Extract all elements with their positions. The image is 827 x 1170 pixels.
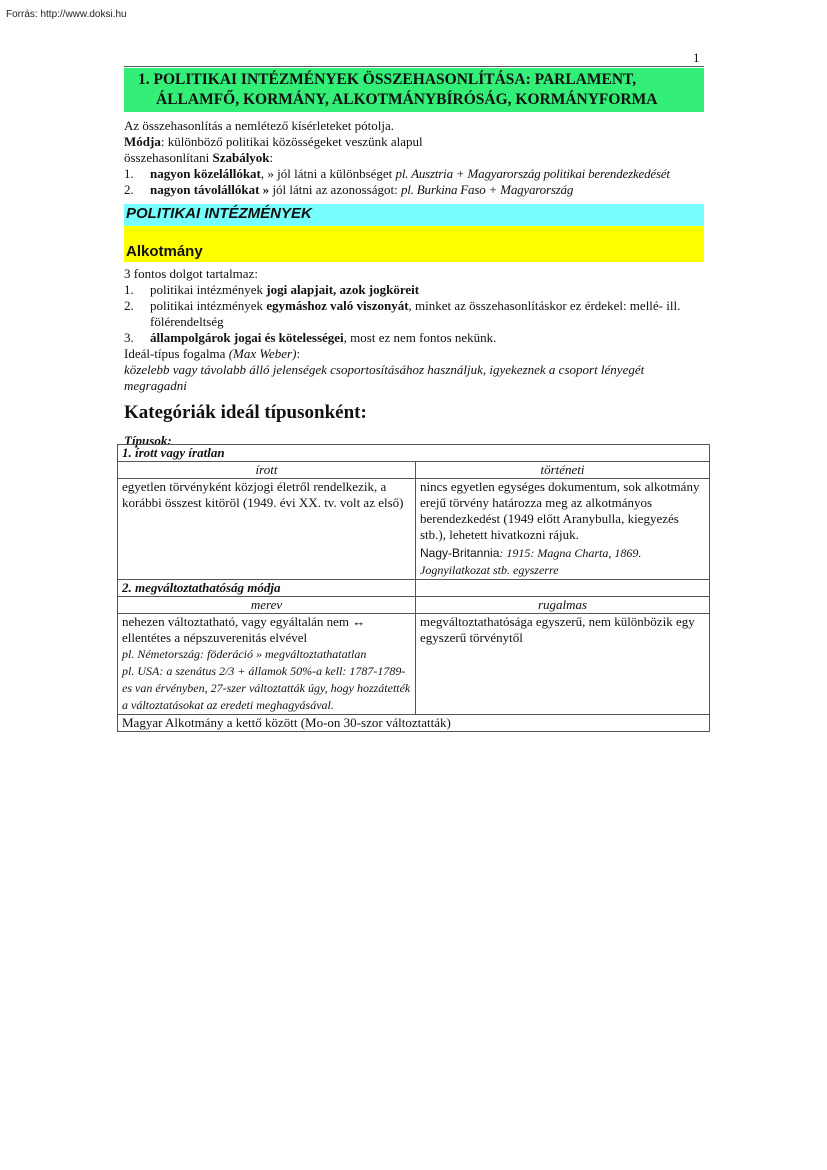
col-flexible: rugalmas [416,597,710,614]
table-row [118,445,710,462]
intro-line: Az összehasonlítás a nemlétező kísérleteket pótolja. [124,118,395,133]
section2-header-empty [416,580,710,597]
rigid-text: nehezen változtatható, vagy egyáltalán nem ↔ ellentétes a népszuverenitás elvével [122,614,366,645]
item-post: , minket az összehasonlításkor ez érdekel: mellé- ill. fölérendeltség [150,298,681,329]
rules-line [124,150,704,166]
historical-note [420,545,705,579]
method-label: Módja [124,134,161,149]
rule-number: 1. [124,166,134,181]
method-text: : különböző politikai közösségeket veszünk alapul [160,134,423,149]
cell-historical [416,479,710,580]
chapter-title-line2: ÁLLAMFŐ, KORMÁNY, ALKOTMÁNYBÍRÓSÁG, KORMÁNYFORMA [156,91,658,108]
note-text: : 1915: Magna Charta, 1869. Jognyilatkozat stb. egyszerre [420,546,642,577]
table-row [118,462,710,479]
types-label: Típusok: [124,433,172,448]
table-row [118,715,710,732]
section1-header: 1. írott vagy íratlan [118,445,710,462]
rule-example: pl. Burkina Faso + Magyarország [400,182,574,197]
item-number: 2. [124,298,134,313]
rule-number: 2. [124,182,134,197]
section-heading-constitution: Alkotmány [124,226,704,262]
col-written: írott [118,462,416,479]
item-pre: politikai intézmények [150,298,267,313]
table-row [118,479,710,580]
rule-text: jól látni az azonosságot: [269,182,401,197]
page-number: 1 [693,50,700,65]
ideal-type-colon: : [296,346,301,361]
item-bold: egymáshoz való viszonyát [266,298,409,313]
constitution-types-table [117,444,710,732]
item-pre: politikai intézmények [150,282,267,297]
rule-item [124,182,704,198]
chapter-title [124,68,704,112]
page-content [124,68,704,448]
constitution-item [124,282,704,298]
item-number: 1. [124,282,134,297]
rules-colon: : [269,150,274,165]
header-rule [124,66,704,67]
rigid-example-germany: pl. Németország: föderáció » megváltoztathatatlan [122,647,367,661]
method-line [124,134,704,150]
item-bold: állampolgárok jogai és kötelességei [150,330,344,345]
ideal-type-definition: közelebb vagy távolabb álló jelenségek csoportosításához használjuk, igyekeznek a csoport lényegét megragadni [124,362,645,393]
item-bold: jogi alapjait, azok jogköreit [266,282,420,297]
section-heading-institutions: POLITIKAI INTÉZMÉNYEK [124,204,704,226]
ideal-type-line [124,346,704,362]
cell-flexible: megváltoztathatósága egyszerű, nem különbözik egy egyszerű törvénytől [416,614,710,715]
rules-label: Szabályok [212,150,270,165]
chapter-title-line1: 1. POLITIKAI INTÉZMÉNYEK ÖSSZEHASONLÍTÁSA: PARLAMENT, [138,71,637,88]
constitution-item [124,330,704,346]
note-label: Nagy-Britannia [420,546,500,560]
ideal-type-prefix: Ideál-típus fogalma [124,346,229,361]
cell-rigid [118,614,416,715]
item-number: 3. [124,330,134,345]
rule-example: pl. Ausztria + Magyarország politikai berendezkedését [395,166,670,181]
rule-bold: nagyon távolállókat » [150,182,270,197]
table-footer: Magyar Alkotmány a kettő között (Mo-on 30-szor változtatták) [118,715,710,732]
constitution-intro: 3 fontos dolgot tartalmaz: [124,266,258,281]
cell-written: egyetlen törvényként közjogi életről rendelkezik, a korábbi összest kitöröl (1949. évi XX. tv. volt az első) [118,479,416,580]
ideal-type-author: (Max Weber) [228,346,297,361]
constitution-item [124,298,704,330]
table-row [118,614,710,715]
col-historical: történeti [416,462,710,479]
rigid-example-usa: pl. USA: a szenátus 2/3 + államok 50%-a kell: 1787-1789-es van érvényben, 27-szer változtatták úgy, hogy hozzátették a változtatásokat az eredeti meghagyásával. [122,664,411,712]
categories-heading: Kategóriák ideál típusonként: [124,402,367,423]
rules-prefix: összehasonlítani [124,150,213,165]
rule-item [124,166,704,182]
table-row [118,597,710,614]
col-rigid: merev [118,597,416,614]
table-row [118,580,710,597]
source-url: Forrás: http://www.doksi.hu [6,9,127,20]
historical-text: nincs egyetlen egységes dokumentum, sok alkotmány erejű törvény határozza meg az alkotmányos berendezkedést (1949 előtt Aranybulla, kiegyezés stb.), lehetett hivatkozni rájuk. [420,479,700,542]
item-post: , most ez nem fontos nekünk. [343,330,497,345]
rule-text: , » jól látni a különbséget [260,166,396,181]
rule-bold: nagyon közelállókat [150,166,261,181]
section2-header: 2. megváltoztathatóság módja [118,580,416,597]
